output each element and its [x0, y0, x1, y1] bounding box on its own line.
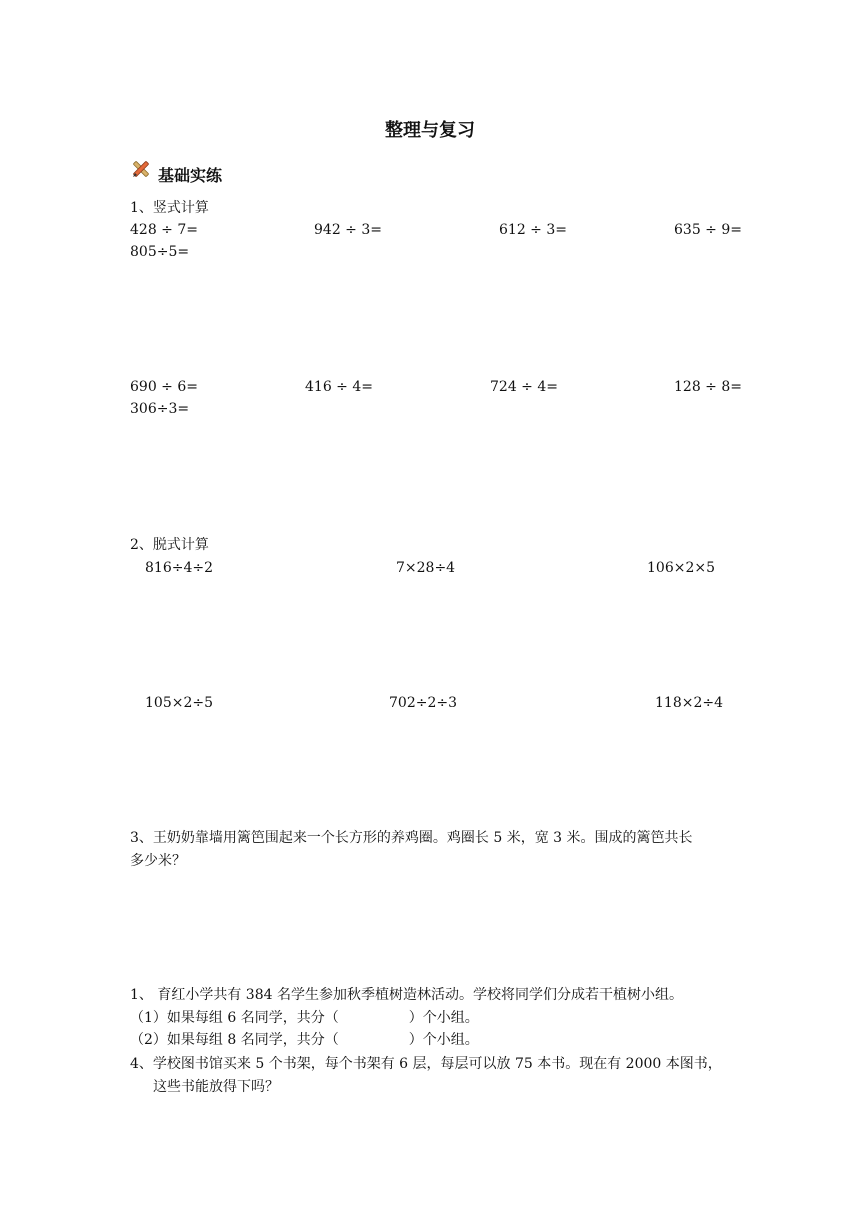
- q2-problem: 816÷4÷2: [145, 560, 213, 576]
- page-title: 整理与复习: [385, 120, 475, 141]
- q1-problem: 428 ÷ 7=: [130, 222, 198, 238]
- q1-problem: 724 ÷ 4=: [490, 379, 558, 395]
- section-title: 基础实练: [158, 166, 223, 185]
- q4a-text: 1、 育红小学共有 384 名学生参加秋季植树造林活动。学校将同学们分成若干植树小组。: [130, 987, 683, 1003]
- q3-text: 多少米？: [130, 853, 186, 869]
- q2-problem: 702÷2÷3: [389, 695, 457, 711]
- q2-problem: 118×2÷4: [655, 695, 723, 711]
- q1-problem: 306÷3=: [130, 401, 190, 417]
- pencil-ruler-icon: [130, 158, 152, 180]
- q1-problem: 805÷5=: [130, 244, 190, 260]
- q2-problem: 105×2÷5: [145, 695, 213, 711]
- q2-problem: 106×2×5: [647, 560, 715, 576]
- q2-heading: 2、脱式计算: [130, 537, 209, 553]
- q3-text: 3、王奶奶靠墙用篱笆围起来一个长方形的养鸡圈。鸡圈长 5 米，宽 3 米。围成的篱笆共长: [130, 830, 693, 846]
- q1-problem: 635 ÷ 9=: [674, 222, 742, 238]
- q4a-subquestion: （1）如果每组 6 名同学，共分（ ）个小组。: [130, 1010, 479, 1026]
- q4a-subquestion: （2）如果每组 8 名同学，共分（ ）个小组。: [130, 1032, 479, 1048]
- q2-problem: 7×28÷4: [396, 560, 456, 576]
- q1-problem: 612 ÷ 3=: [499, 222, 567, 238]
- q1-problem: 128 ÷ 8=: [674, 379, 742, 395]
- q1-problem: 690 ÷ 6=: [130, 379, 198, 395]
- q1-problem: 942 ÷ 3=: [314, 222, 382, 238]
- q4-text: 4、学校图书馆买来 5 个书架，每个书架有 6 层，每层可以放 75 本书。现在有 2000 本图书，: [130, 1056, 722, 1072]
- q4-text: 这些书能放得下吗？: [153, 1079, 279, 1095]
- q1-heading: 1、竖式计算: [130, 200, 209, 216]
- q1-problem: 416 ÷ 4=: [305, 379, 373, 395]
